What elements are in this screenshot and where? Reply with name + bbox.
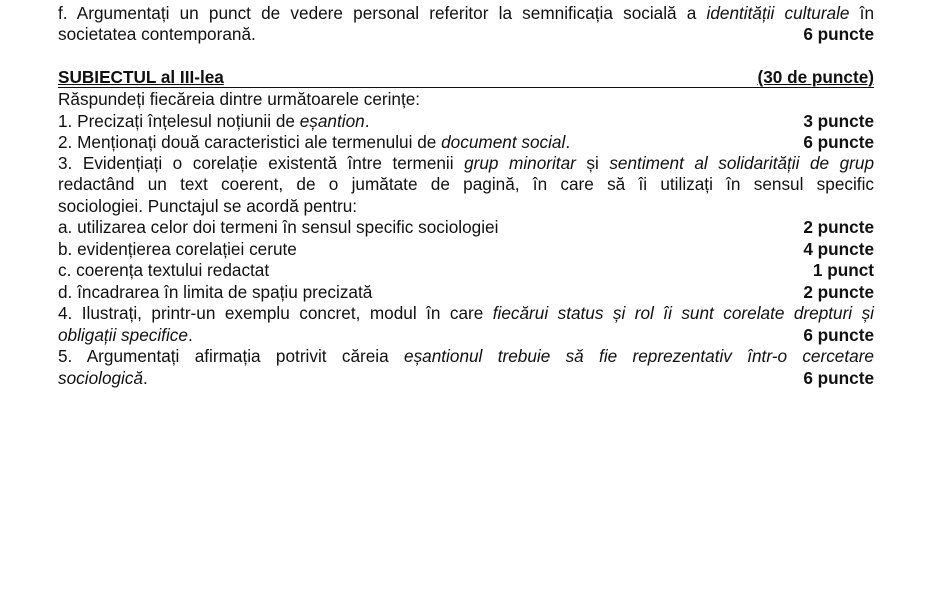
criterion-b-points: 4 puncte <box>803 239 874 259</box>
item-2-text: 2. Menționați două caracteristici ale termenului de <box>58 132 442 152</box>
item-3-emphasis-2: sentiment al solidarității de grup <box>609 153 875 173</box>
criterion-a-points: 2 puncte <box>803 217 874 237</box>
criterion-d-text: d. încadrarea în limita de spațiu precizată <box>58 282 373 302</box>
item-3-line3: sociologiei. Punctajul se acordă pentru: <box>58 196 358 216</box>
criterion-b <box>58 239 874 260</box>
item-5-emphasis-2: sociologică <box>58 368 144 388</box>
item-2-emphasis: document social <box>441 132 566 152</box>
item-1-emphasis: eșantion <box>299 111 365 131</box>
item-5-tail: . <box>143 368 148 388</box>
section-instruction: Răspundeți fiecăreia dintre următoarele cerințe: <box>58 89 421 109</box>
item-5-line2 <box>58 368 874 389</box>
item-1-points: 3 puncte <box>803 111 874 131</box>
criterion-a <box>58 217 874 238</box>
criterion-c-points: 1 punct <box>812 260 874 280</box>
item-4-line2 <box>58 325 874 346</box>
item-f-text2: societatea contemporană. <box>58 24 256 44</box>
item-1-tail: . <box>364 111 370 131</box>
item-f-points: 6 puncte <box>803 24 874 44</box>
item-5-emphasis: eșantionul trebuie să fie reprezentativ într-o cercetare <box>404 346 874 366</box>
item-f-text: f. Argumentați un punct de vedere personal referitor la semnificația socială a <box>58 3 707 23</box>
item-3-conj: și <box>575 153 610 173</box>
item-4-emphasis: fiecărui status și rol îi sunt corelate drepturi și <box>492 303 874 323</box>
criterion-a-text: a. utilizarea celor doi termeni în sensul specific sociologiei <box>58 217 499 237</box>
item-1-text: 1. Precizați înțelesul noțiunii de <box>58 111 300 131</box>
item-5-points: 6 puncte <box>803 368 874 388</box>
item-3-emphasis-1: grup minoritar <box>464 153 576 173</box>
section-title: SUBIECTUL al III-lea <box>58 67 224 87</box>
item-f-emphasis: identității culturale <box>706 3 850 23</box>
section-header <box>58 68 874 88</box>
item-3-line1 <box>58 153 874 174</box>
item-3-text: 3. Evidențiați o corelație existentă între termenii <box>58 153 465 173</box>
item-f-text-end: în <box>849 3 875 23</box>
criterion-c-text: c. coerența textului redactat <box>58 260 270 280</box>
item-4-text: 4. Ilustrați, printr-un exemplu concret, modul în care <box>58 303 493 323</box>
item-1 <box>58 111 874 132</box>
item-4-line1 <box>58 303 874 324</box>
item-f-line2 <box>58 24 874 45</box>
item-4-emphasis-2: obligații specifice <box>58 325 188 345</box>
item-2-points: 6 puncte <box>803 132 874 152</box>
item-2 <box>58 132 874 153</box>
criterion-b-text: b. evidențierea corelației cerute <box>58 239 297 259</box>
item-5-text: 5. Argumentați afirmația potrivit căreia <box>58 346 405 366</box>
criterion-d-points: 2 puncte <box>803 282 874 302</box>
item-3-line2: redactând un text coerent, de o jumătate de pagină, în care să îi utilizați în sensul specific <box>58 174 874 194</box>
item-2-tail: . <box>565 132 571 152</box>
section-total-points: (30 de puncte) <box>757 67 874 87</box>
item-f-line1 <box>58 3 874 24</box>
criterion-d <box>58 282 874 303</box>
item-4-tail: . <box>187 325 193 345</box>
item-4-points: 6 puncte <box>803 325 874 345</box>
item-5-line1 <box>58 346 874 367</box>
criterion-c <box>58 260 874 281</box>
